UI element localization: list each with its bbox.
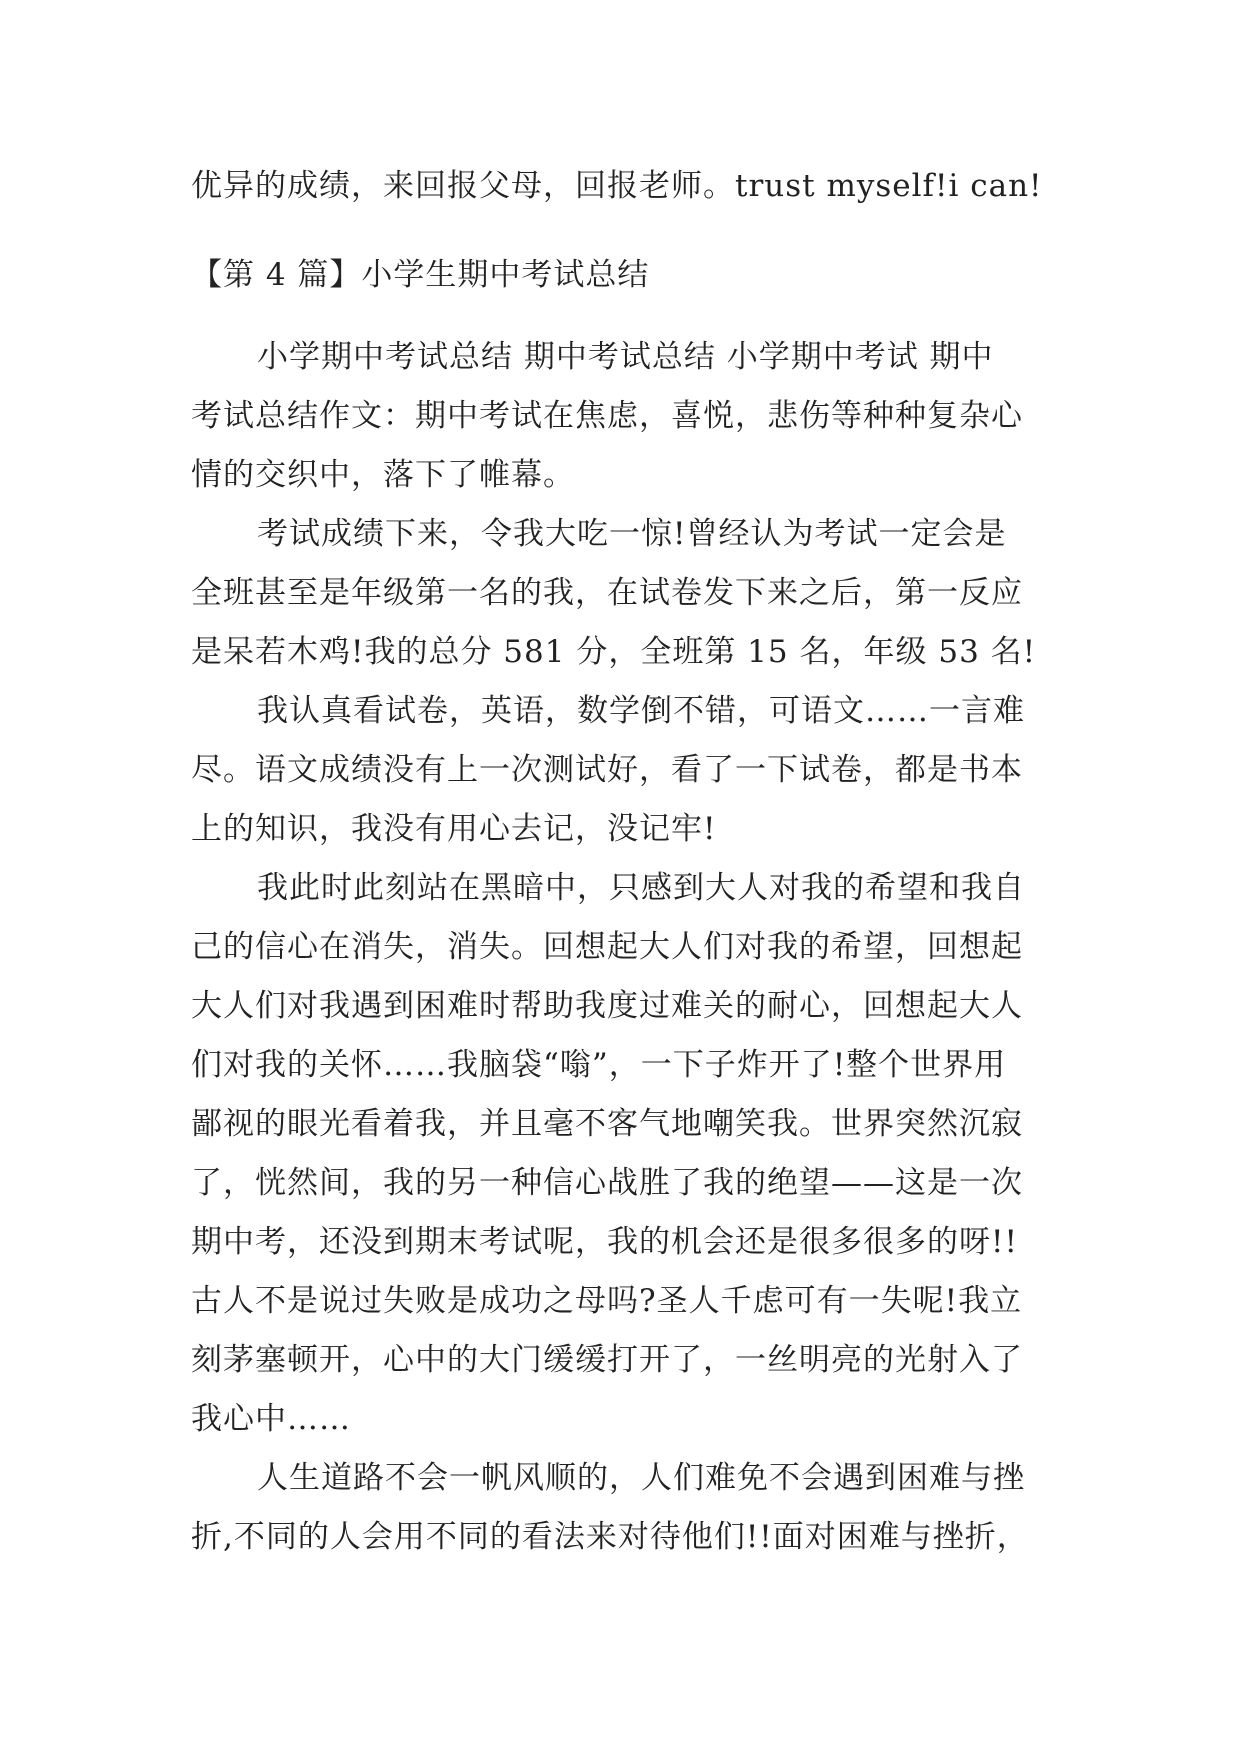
text-line: 期中考，还没到期末考试呢，我的机会还是很多很多的呀!! xyxy=(191,1224,1018,1260)
text-line: 们对我的关怀……我脑袋“嗡”，一下子炸开了!整个世界用 xyxy=(191,1047,1007,1083)
text-line: 折,不同的人会用不同的看法来对待他们!!面对困难与挫折， xyxy=(191,1519,1029,1555)
text-line: 全班甚至是年级第一名的我，在试卷发下来之后，第一反应 xyxy=(191,575,1023,611)
text-line: 情的交织中，落下了帷幕。 xyxy=(191,457,575,493)
paragraph xyxy=(191,328,1049,505)
text-line: 人生道路不会一帆风顺的，人们难免不会遇到困难与挫 xyxy=(257,1460,1025,1496)
paragraph xyxy=(191,859,1049,1449)
text-line: 我心中…… xyxy=(191,1401,351,1437)
text-line: 己的信心在消失，消失。回想起大人们对我的希望，回想起 xyxy=(191,929,1023,965)
article-body xyxy=(191,328,1049,1567)
section-heading-container xyxy=(191,246,1049,305)
text-line: 是呆若木鸡!我的总分 581 分，全班第 15 名，年级 53 名! xyxy=(191,634,1037,670)
text-line: 鄙视的眼光看着我，并且毫不客气地嘲笑我。世界突然沉寂 xyxy=(191,1106,1023,1142)
text-line: 我此时此刻站在黑暗中，只感到大人对我的希望和我自 xyxy=(257,870,1025,906)
text-line: 小学期中考试总结 期中考试总结 小学期中考试 期中 xyxy=(257,339,994,375)
section-heading: 【第 4 篇】小学生期中考试总结 xyxy=(191,257,650,293)
text-line: 尽。语文成绩没有上一次测试好，看了一下试卷，都是书本 xyxy=(191,752,1023,788)
text-line: 考试总结作文：期中考试在焦虑，喜悦，悲伤等种种复杂心 xyxy=(191,398,1023,434)
text-line: 刻茅塞顿开，心中的大门缓缓打开了，一丝明亮的光射入了 xyxy=(191,1342,1023,1378)
text-line: 优异的成绩，来回报父母，回报老师。trust myself!i can! xyxy=(191,168,1043,204)
text-line: 上的知识，我没有用心去记，没记牢! xyxy=(191,811,717,847)
paragraph xyxy=(191,505,1049,682)
text-line: 大人们对我遇到困难时帮助我度过难关的耐心，回想起大人 xyxy=(191,988,1023,1024)
text-line: 考试成绩下来，令我大吃一惊!曾经认为考试一定会是 xyxy=(257,516,1007,552)
paragraph xyxy=(191,1449,1049,1567)
text-line: 古人不是说过失败是成功之母吗?圣人千虑可有一失呢!我立 xyxy=(191,1283,1023,1319)
text-line: 我认真看试卷，英语，数学倒不错，可语文……一言难 xyxy=(257,693,1025,729)
text-line: 了，恍然间，我的另一种信心战胜了我的绝望——这是一次 xyxy=(191,1165,1023,1201)
paragraph xyxy=(191,682,1049,859)
intro-text xyxy=(191,157,1049,216)
